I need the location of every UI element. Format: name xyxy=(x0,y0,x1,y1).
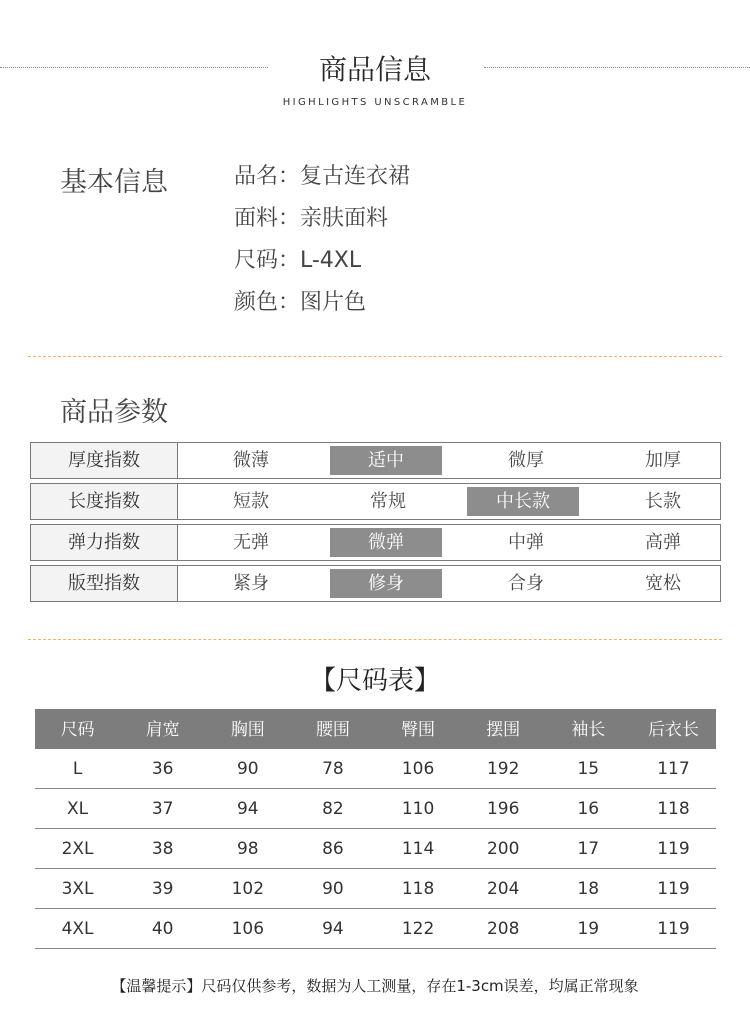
params-heading: 商品参数 xyxy=(60,397,168,428)
table-cell: 119 xyxy=(657,839,690,859)
header-cell: 尺码 xyxy=(60,720,95,740)
dashed-divider xyxy=(28,356,722,357)
param-row-length xyxy=(30,483,721,520)
basic-info-item: 面料：亲肤面料 xyxy=(234,206,389,231)
param-label: 版型指数 xyxy=(31,566,178,601)
table-cell: 90 xyxy=(236,759,259,779)
table-row xyxy=(35,829,716,869)
param-option: 常规 xyxy=(370,491,406,512)
table-cell: 90 xyxy=(322,879,344,899)
header-cell: 肩宽 xyxy=(145,720,180,740)
size-table-title: 【尺码表】 xyxy=(309,666,440,696)
warm-tip: 【温馨提示】尺码仅供参考，数据为人工测量，存在1-3cm误差，均属正常现象 xyxy=(111,977,639,995)
header-cell: 后衣长 xyxy=(647,720,699,740)
table-row xyxy=(35,869,716,909)
table-cell: 204 xyxy=(486,879,520,899)
header-cell: 腰围 xyxy=(315,720,350,740)
table-cell: 119 xyxy=(657,879,690,899)
table-cell: 2XL xyxy=(61,839,94,859)
header-cell: 摆围 xyxy=(486,720,521,740)
table-cell: 40 xyxy=(151,919,174,939)
param-option: 微厚 xyxy=(508,450,544,471)
param-option: 中弹 xyxy=(508,532,544,553)
table-cell: 19 xyxy=(577,919,600,939)
table-cell: 86 xyxy=(322,839,344,859)
param-option: 长款 xyxy=(645,491,681,512)
basic-info-list xyxy=(234,160,410,328)
table-cell: 39 xyxy=(151,879,174,899)
param-option: 无弹 xyxy=(233,532,269,553)
param-option: 高弹 xyxy=(645,532,681,553)
table-cell: 118 xyxy=(401,879,435,899)
table-cell: 117 xyxy=(657,759,690,779)
table-cell: 196 xyxy=(486,799,520,819)
header-cell: 袖长 xyxy=(571,720,606,740)
param-label: 长度指数 xyxy=(31,484,178,519)
table-cell: 192 xyxy=(486,759,520,779)
header-cell: 臀围 xyxy=(401,720,436,740)
param-option: 宽松 xyxy=(645,573,681,594)
section-header xyxy=(0,0,750,120)
basic-info-item: 颜色：图片色 xyxy=(234,290,367,315)
table-row xyxy=(35,909,716,949)
table-cell: 15 xyxy=(577,759,600,779)
table-cell: 110 xyxy=(401,799,435,819)
table-cell: 94 xyxy=(322,919,344,939)
table-cell: 118 xyxy=(657,799,690,819)
table-cell: L xyxy=(72,759,83,779)
param-option-selected: 适中 xyxy=(330,446,442,475)
param-option-selected: 微弹 xyxy=(330,528,442,557)
param-row-elasticity xyxy=(30,524,721,561)
param-label: 厚度指数 xyxy=(31,443,178,478)
param-option: 加厚 xyxy=(645,450,681,471)
param-label: 弹力指数 xyxy=(31,525,178,560)
table-cell: 122 xyxy=(401,919,435,939)
param-row-thickness xyxy=(30,442,721,479)
param-option: 短款 xyxy=(233,491,269,512)
param-option-selected: 中长款 xyxy=(467,487,579,516)
table-cell: XL xyxy=(67,799,89,819)
table-cell: 106 xyxy=(401,759,435,779)
section-title: 商品信息 xyxy=(318,53,431,86)
size-table-header xyxy=(35,709,716,749)
table-cell: 37 xyxy=(151,799,174,819)
table-cell: 3XL xyxy=(61,879,94,899)
table-row xyxy=(35,749,716,789)
table-cell: 78 xyxy=(322,759,344,779)
basic-info-heading: 基本信息 xyxy=(60,167,168,198)
table-cell: 18 xyxy=(577,879,600,899)
table-cell: 200 xyxy=(486,839,520,859)
param-option: 紧身 xyxy=(233,573,269,594)
table-cell: 102 xyxy=(231,879,265,899)
table-cell: 106 xyxy=(231,919,265,939)
param-option: 合身 xyxy=(508,573,544,594)
table-cell: 98 xyxy=(236,839,259,859)
dashed-divider xyxy=(28,639,722,640)
table-cell: 94 xyxy=(236,799,259,819)
table-cell: 119 xyxy=(657,919,690,939)
table-cell: 17 xyxy=(577,839,600,859)
basic-info-item: 品名：复古连衣裙 xyxy=(234,164,411,189)
table-cell: 36 xyxy=(151,759,174,779)
table-cell: 16 xyxy=(577,799,600,819)
table-cell: 114 xyxy=(401,839,435,859)
header-cell: 胸围 xyxy=(230,720,265,740)
table-cell: 208 xyxy=(486,919,520,939)
table-cell: 82 xyxy=(322,799,344,819)
table-cell: 38 xyxy=(151,839,174,859)
param-option-selected: 修身 xyxy=(330,569,442,598)
table-cell: 4XL xyxy=(61,919,94,939)
size-table xyxy=(35,709,716,949)
table-row xyxy=(35,789,716,829)
section-subtitle: HIGHLIGHTS UNSCRAMBLE xyxy=(282,97,468,108)
param-option: 微薄 xyxy=(233,450,269,471)
param-row-fit xyxy=(30,565,721,602)
basic-info-item: 尺码：L-4XL xyxy=(234,248,362,273)
